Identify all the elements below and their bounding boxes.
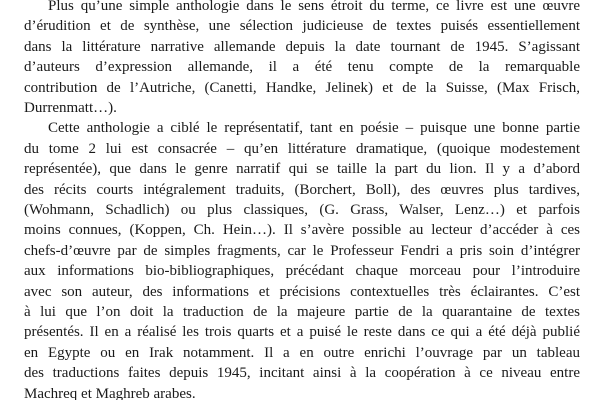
text-line: d’auteurs d’expression allemande, il a été tenu compte de la remarquable <box>24 59 580 76</box>
text-line: dans la littérature narrative allemande depuis la date tournant de 1945. S’agissant <box>24 38 580 55</box>
text-line: des récits courts intégralement traduits, (Borchert, Boll), des œuvres plus tardives, <box>24 181 580 198</box>
text-line: Machreq et Maghreb arabes. <box>24 385 196 400</box>
text-line: avec son auteur, des informations et précisions contextuelles très éclairantes. C’est <box>24 283 580 300</box>
text-line: représentée), que dans le genre narratif qui se taille la part du lion. Il y a d’abord <box>24 161 580 178</box>
text-line: Durrenmatt…). <box>24 100 117 116</box>
text-line: (Wohmann, Schadlich) ou plus classiques, (G. Grass, Walser, Lenz…) et parfois <box>24 202 580 218</box>
text-line: à lui que l’on doit la traduction de la majeure partie de la quarantaine de textes <box>24 304 580 320</box>
text-line: des traductions faites depuis 1945, incitant ainsi à la coopération à ce niveau entre <box>24 365 580 382</box>
text-line: Plus qu’une simple anthologie dans le sens étroit du terme, ce livre est une œuvre <box>48 0 580 14</box>
text-line: chefs-d’œuvre par de simples fragments, car le Professeur Fendri a pris soin d’intégrer <box>24 242 580 259</box>
text-line: en Egypte ou en Irak notamment. Il a en outre enrichi l’ouvrage par un tableau <box>24 344 580 361</box>
text-line: aux informations bio-bibliographiques, précédant chaque morceau pour l’introduire <box>24 263 580 280</box>
text-line: du tome 2 lui est consacrée – qu’en littérature dramatique, (quoique modestement <box>24 140 580 157</box>
text-line: moins connues, (Koppen, Ch. Hein…). Il s’avère possible au lecteur d’accéder à ces <box>24 222 580 239</box>
text-line: Cette anthologie a ciblé le représentatif, tant en poésie – puisque une bonne partie <box>48 120 580 137</box>
text-line: d’érudition et de synthèse, une sélection judicieuse de textes puisés essentiellement <box>24 18 580 35</box>
text-line: contribution de l’Autriche, (Canetti, Handke, Jelinek) et de la Suisse, (Max Frisch, <box>24 79 580 96</box>
text-line: présentés. Il en a réalisé les trois quarts et a puisé le reste dans ce qui a été déjà publié <box>24 324 580 341</box>
